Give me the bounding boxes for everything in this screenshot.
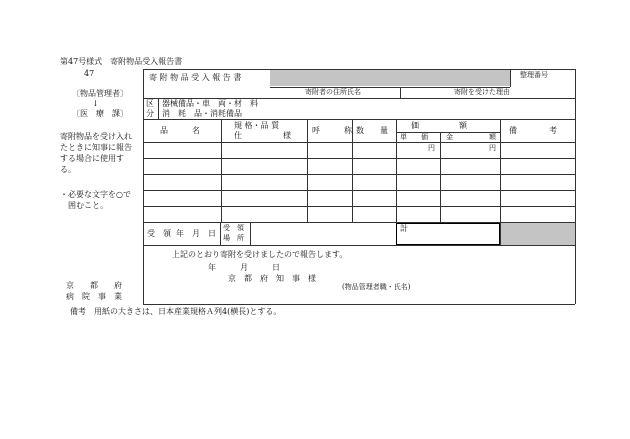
shaded-cell xyxy=(500,223,575,245)
month-label: 月 xyxy=(192,229,200,238)
org-line: 病 院 事 業 xyxy=(66,292,122,301)
total-box xyxy=(396,223,500,245)
received-label: 受 領 xyxy=(147,229,171,238)
instruction-line: る。 xyxy=(60,165,76,174)
grid-line xyxy=(143,222,575,223)
grid-line xyxy=(143,158,575,159)
category-option: 消 耗 品・消耗備品 xyxy=(162,109,242,118)
year-label: 年 xyxy=(176,229,184,238)
grid-line xyxy=(440,132,441,222)
col-item: 品 名 xyxy=(160,126,200,135)
grid-line xyxy=(400,87,401,98)
signature-label: (物品管理者職・氏名) xyxy=(342,283,411,291)
day-label: 日 xyxy=(208,229,216,238)
report-title: 寄 附 物 品 受 入 報 告 書 xyxy=(149,73,242,82)
grid-line xyxy=(143,174,575,175)
note-line: 囲むこと。 xyxy=(60,201,108,210)
form-number: 47 xyxy=(84,69,95,78)
grid-line xyxy=(158,98,159,119)
grid-line xyxy=(510,69,511,87)
footer-note: 備考 用紙の大きさは、日本産業規格Ａ列4(横長)とする。 xyxy=(70,307,282,316)
report-statement: 上記のとおり寄附を受けましたので報告します。 xyxy=(172,250,348,259)
instruction-line: する場合に使用す xyxy=(60,154,124,163)
form-title: 第47号様式 寄附物品受入報告書 xyxy=(60,57,183,66)
total-label: 計 xyxy=(400,224,408,233)
col-amount-left: 金 xyxy=(446,133,453,141)
category-label: 区 xyxy=(146,99,154,108)
report-date: 年 月 日 xyxy=(208,263,280,272)
col-spec: 規 格・品 質 xyxy=(234,121,280,130)
grid-line xyxy=(221,119,222,222)
grid-line xyxy=(143,119,575,120)
grid-line xyxy=(143,245,575,246)
grid-line xyxy=(307,119,308,222)
grid-line xyxy=(500,119,501,245)
category-option: 器械備品・車 両・材 料 xyxy=(162,99,258,108)
org-line: 京 都 府 xyxy=(66,281,122,290)
col-price: 価 額 xyxy=(411,121,467,130)
grid-line xyxy=(250,222,251,245)
col-amount-right: 額 xyxy=(489,133,496,141)
reason-label: 寄附を受けた理由 xyxy=(454,88,510,96)
col-qty: 数 量 xyxy=(356,126,388,135)
instruction-line: たときに知事に報告 xyxy=(60,143,132,152)
yen-unit: 円 xyxy=(428,144,435,152)
grid-line xyxy=(143,190,575,191)
control-number-label: 整理番号 xyxy=(520,71,548,79)
place-label: 受 領 xyxy=(223,224,244,232)
place-label: 場 所 xyxy=(223,234,244,242)
grid-line xyxy=(143,142,575,143)
donor-label: 寄附者の住所氏名 xyxy=(305,88,361,96)
col-name: 呼 称 xyxy=(312,126,352,135)
grid-line xyxy=(396,119,397,222)
col-spec-right: 様 xyxy=(283,131,291,140)
grid-line xyxy=(143,206,575,207)
grid-line xyxy=(143,304,575,305)
col-spec-left: 仕 xyxy=(234,131,242,140)
dept-label: 〔医 療 課〕 xyxy=(72,109,128,118)
down-arrow-icon: ↓ xyxy=(92,99,99,108)
report-addressee: 京 都 府 知 事 様 xyxy=(228,274,316,283)
manager-label: 〔物品管理者〕 xyxy=(72,89,128,98)
yen-amount: 円 xyxy=(489,144,496,152)
grid-line xyxy=(220,222,221,245)
shaded-cell xyxy=(270,69,510,86)
grid-line xyxy=(575,69,576,304)
col-unit: 単 価 xyxy=(400,133,428,141)
note-line: ・必要な文字を○で xyxy=(60,190,131,199)
instruction-line: 寄附物品を受け入れ xyxy=(60,132,132,141)
category-label: 分 xyxy=(146,109,154,118)
grid-line xyxy=(143,69,144,304)
col-remarks: 備 考 xyxy=(509,126,557,135)
grid-line xyxy=(352,119,353,222)
